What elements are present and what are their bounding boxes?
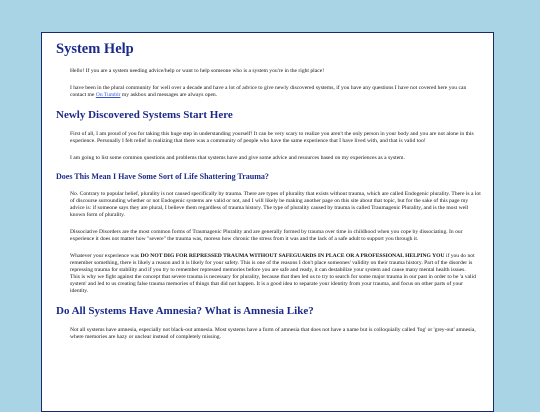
page-title: System Help: [56, 41, 134, 57]
trauma-text-line-2: This is why we fight against the concept that severe trauma is necessary for plurality, because that then led us to try to search for some major trauma in our past in order to be 'a valid system' and led to us creating false trauma memories of things that did not happen. It is a good idea to separate your identity from your trauma, and focus on other parts of your identity.: [70, 274, 476, 294]
newly-paragraph-2: I am going to list some common questions and problems that systems have and give some advice and resources based on my experiences as a system.: [70, 155, 405, 161]
section-heading-newly-discovered: Newly Discovered Systems Start Here: [56, 109, 233, 121]
section-heading-amnesia: Do All Systems Have Amnesia? What is Amnesia Like?: [56, 305, 314, 317]
trauma-paragraph-1: No. Contrary to popular belief, plurality is not caused specifically by trauma. There are types of plurality that exists without trauma, which are called Endogenic plurality. There is a lot of discourse surrounding whether or not Endogenic systems are valid or not, and I will likely be making another page on this site about that topic, but for the sake of this page my advice is: if someone says they are plural, I believe them regardless of trauma history. The type of plurality caused by trauma is called Traumagenic Plurality, and is the most well known form of plurality.: [70, 191, 481, 218]
contact-paragraph: [70, 85, 481, 99]
trauma-text-after: if you do not remember something, there is likely a reason and it is likely for your safety. This is one of the reasons I don't place someones' validity on their trauma history. Part of the disorder is repressing trauma for stability and if you try to remember repressed memories before you are safe and ready, it can destabilize your system and cause many mental health issues.: [70, 253, 475, 273]
tumblr-link[interactable]: On Tumblr: [95, 92, 121, 98]
newly-paragraph-1: First of all, I am proud of you for taking this huge step in understanding yourself! It can be very scary to realize you aren't the only person in your body and you are not alone in this experience. Personally I felt relief in realizing that there was a community of people who have the same experience that I have lived with, and that is valid too!: [70, 131, 474, 144]
content-page: [41, 32, 494, 412]
contact-text-after: my askbox and messages are always open.: [120, 92, 218, 98]
amnesia-paragraph-1: Not all systems have amnesia, especially not black-out amnesia. Most systems have a form of amnesia that does not have a name but is colloquially called 'fog' or 'grey-out' amnesia, where memories are hazy or unclear instead of completely missing.: [70, 327, 476, 340]
trauma-warning-text: DO NOT DIG FOR REPRESSED TRAUMA WITHOUT SAFEGUARDS IN PLACE OR A PROFESSIONAL HELPING YOU: [140, 253, 445, 259]
trauma-paragraph-3: [70, 253, 481, 295]
contact-text-before: I have been in the plural community for well over a decade and have a lot of advice to give newly discovered systems, if you have any questions I have not covered here you can contact me: [70, 85, 467, 98]
trauma-text-before: Whatever your experience was: [70, 253, 141, 259]
intro-paragraph: Hello! If you are a system needing advice/help or want to help someone who is a system you're in the right place!: [70, 68, 325, 74]
section-heading-trauma: Does This Mean I Have Some Sort of Life Shattering Trauma?: [56, 172, 269, 181]
trauma-paragraph-2: Dissociative Disorders are the most common forms of Traumagenic Plurality and are generally formed by trauma over time in childhood when you cope by dissociating. In our experience it does not matter how "severe" the trauma was, moreso how chronic the stress from it was and the lack of a safe adult to support you through it.: [70, 229, 463, 242]
